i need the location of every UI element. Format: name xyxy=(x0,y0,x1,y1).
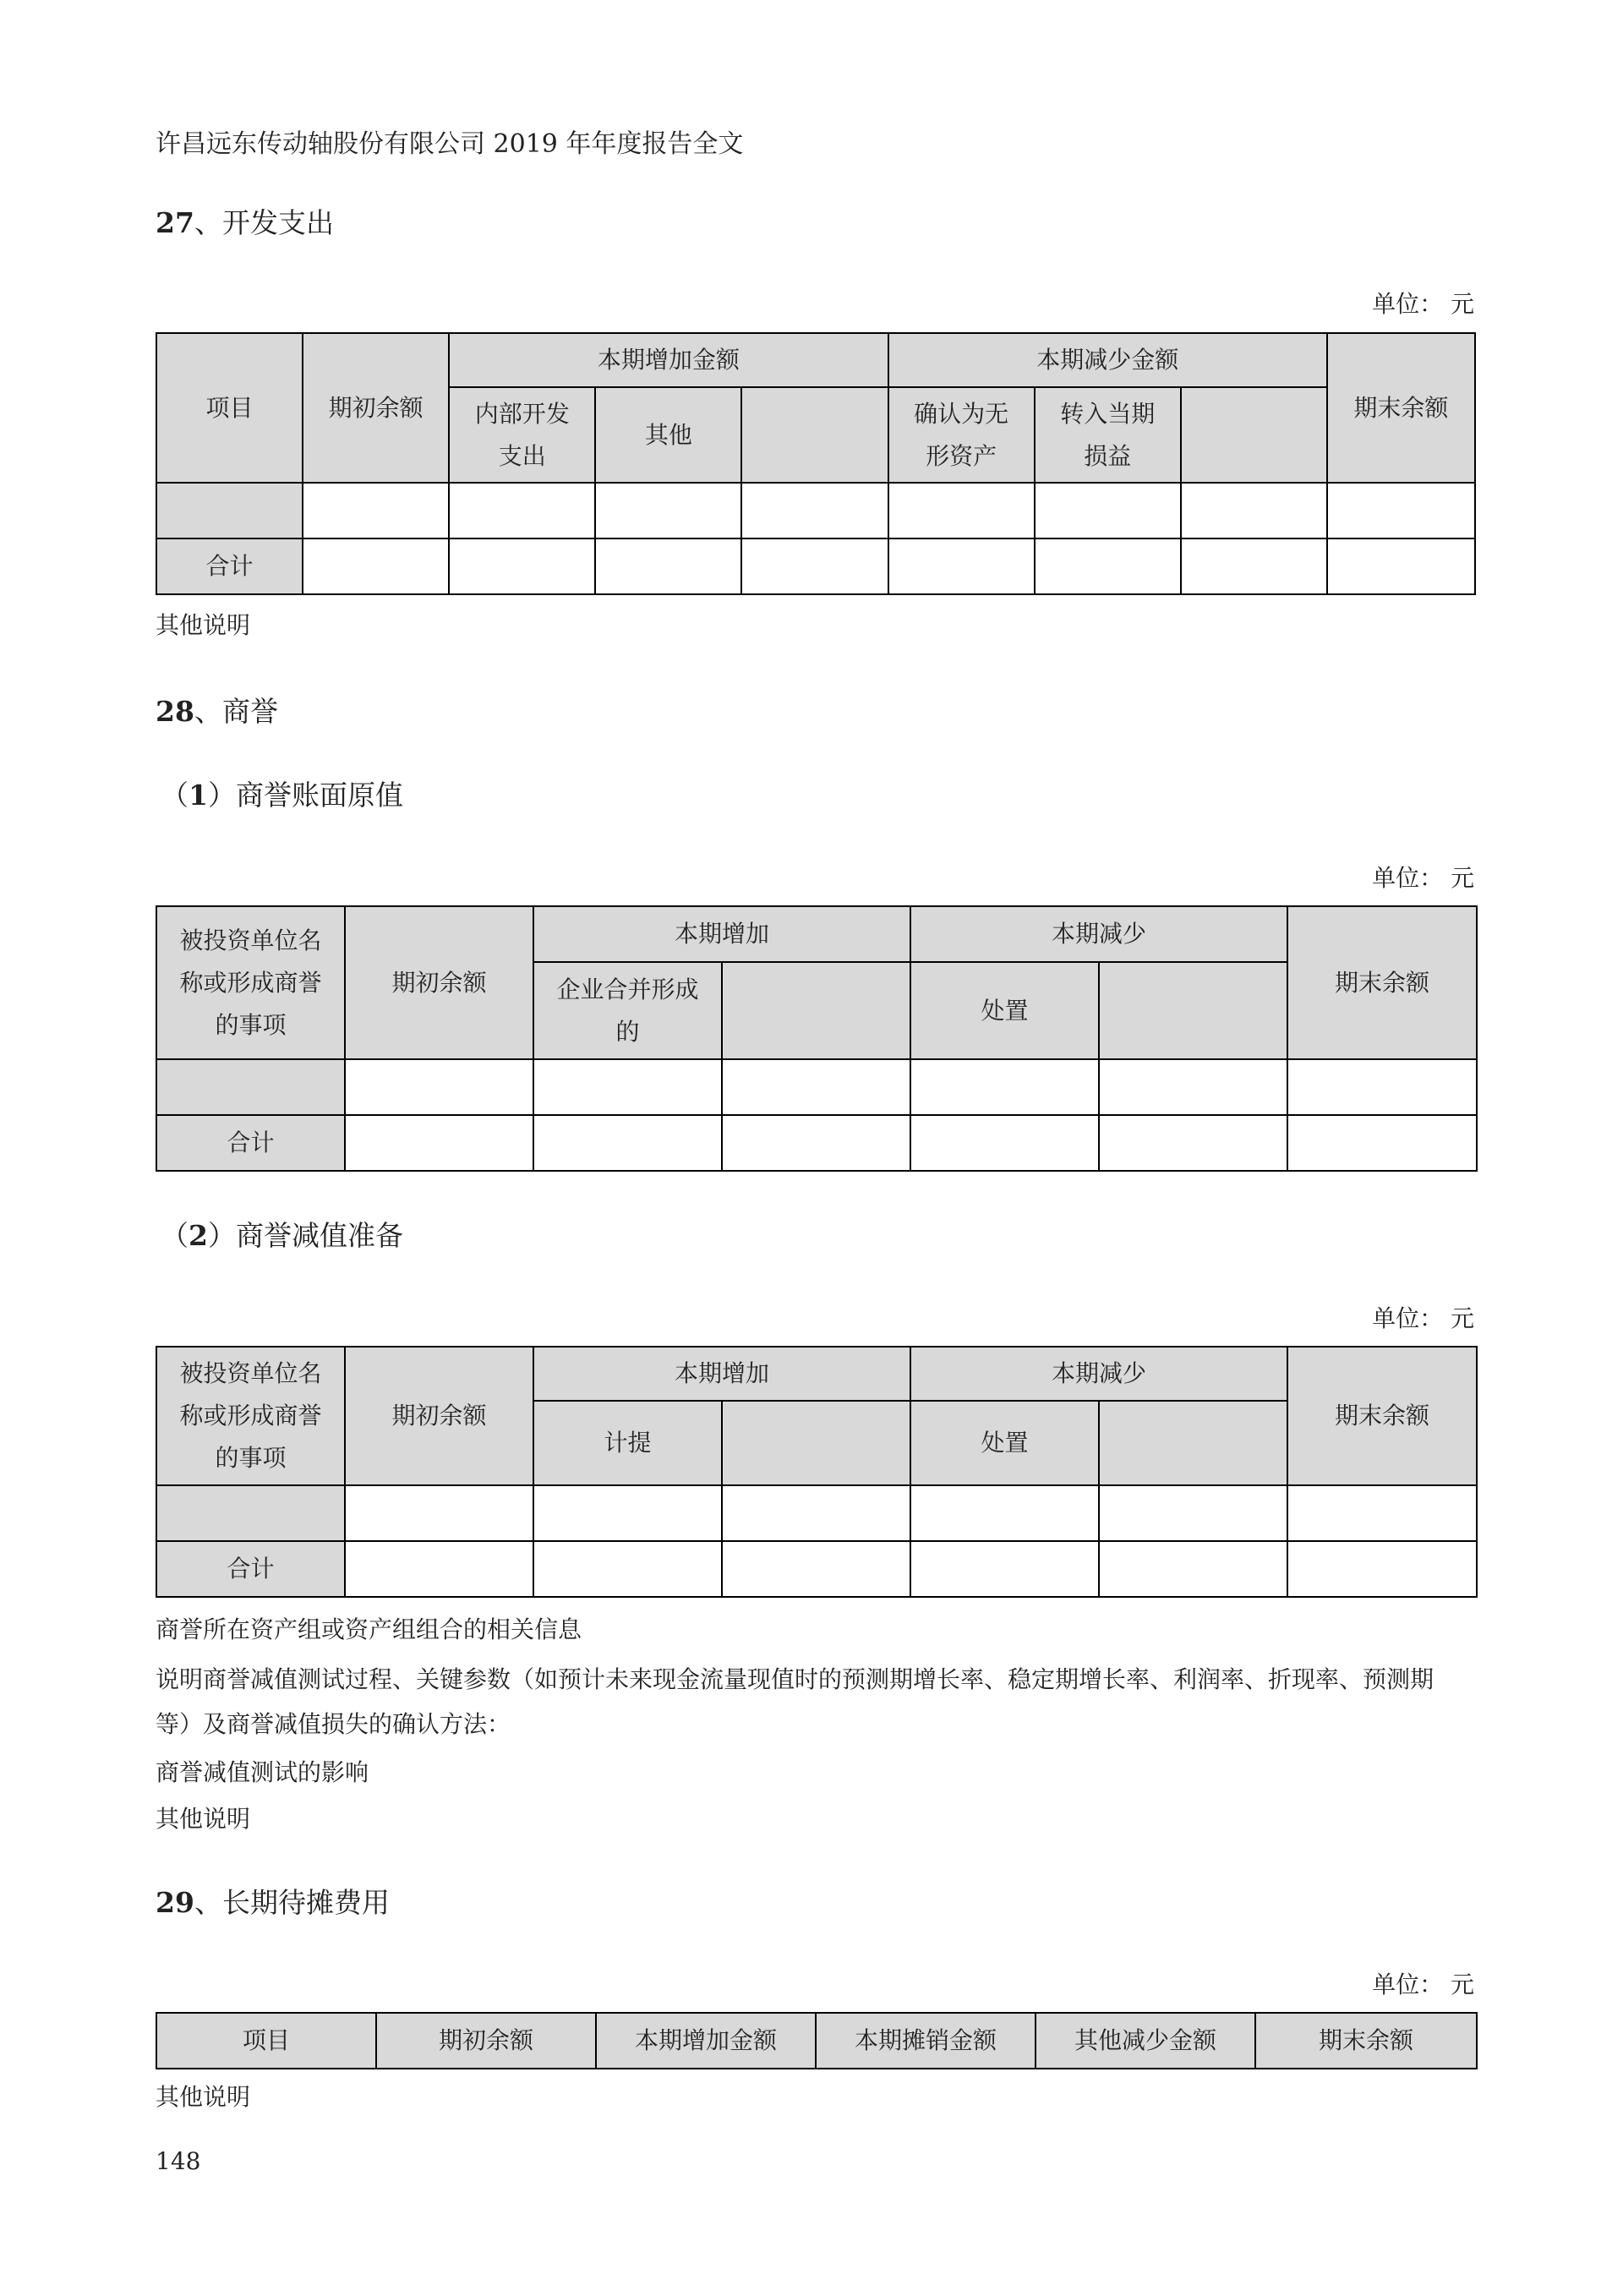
header-investee: 被投资单位名 称或形成商誉 的事项 xyxy=(156,906,345,1059)
header-opening-balance: 期初余额 xyxy=(376,2013,596,2069)
section-28-title: 、商誉 xyxy=(194,695,278,728)
header-opening-balance: 期初余额 xyxy=(303,333,449,483)
total-label: 合计 xyxy=(156,1541,345,1597)
header-current-decrease: 本期减少 xyxy=(910,906,1287,962)
document-header: 许昌远东传动轴股份有限公司 2019 年年度报告全文 xyxy=(156,129,744,159)
header-item: 项目 xyxy=(156,2013,376,2069)
header-closing-balance: 期末余额 xyxy=(1255,2013,1477,2069)
section-28-heading xyxy=(156,690,278,730)
table1-unit: 单位： 元 xyxy=(1372,864,1474,892)
section-29-number: 29 xyxy=(156,1886,194,1919)
header-disposal: 处置 xyxy=(910,1401,1099,1485)
header-current-increase: 本期增加金额 xyxy=(596,2013,816,2069)
total-row xyxy=(156,1115,1477,1171)
header-decrease-blank xyxy=(1099,962,1287,1059)
goodwill-impairment-heading: （2）商誉减值准备 xyxy=(161,1219,403,1252)
header-increase-blank xyxy=(722,962,910,1059)
section-27-note: 其他说明 xyxy=(156,611,251,639)
header-closing-balance: 期末余额 xyxy=(1287,1347,1477,1485)
table-row xyxy=(156,1059,1477,1115)
goodwill-original-value-table xyxy=(156,905,1478,1172)
goodwill-note-test-impact: 商誉减值测试的影响 xyxy=(156,1758,369,1786)
header-increase-blank xyxy=(722,1401,910,1485)
header-decrease-blank xyxy=(1181,387,1327,483)
section-27-unit: 单位： 元 xyxy=(1372,290,1474,318)
goodwill-note-asset-group: 商誉所在资产组或资产组组合的相关信息 xyxy=(156,1615,582,1643)
header-amortization: 本期摊销金额 xyxy=(816,2013,1036,2069)
total-row xyxy=(156,1541,1477,1597)
total-label: 合计 xyxy=(156,1115,345,1171)
header-other-decrease: 其他减少金额 xyxy=(1036,2013,1255,2069)
header-other: 其他 xyxy=(595,387,741,483)
long-term-prepaid-expenses-table xyxy=(156,2012,1478,2069)
section-29-note: 其他说明 xyxy=(156,2083,251,2111)
header-current-increase: 本期增加 xyxy=(533,1347,910,1401)
goodwill-note-test-process: 说明商誉减值测试过程、关键参数（如预计未来现金流量现值时的预测期增长率、稳定期增长率、利润率、折现率、预测期 xyxy=(156,1665,1434,1693)
section-29-title: 、长期待摊费用 xyxy=(194,1886,390,1919)
header-provision: 计提 xyxy=(533,1401,722,1485)
header-current-increase: 本期增加金额 xyxy=(449,333,888,387)
section-27-title: 、开发支出 xyxy=(194,206,334,239)
total-row xyxy=(156,538,1475,594)
header-transferred-pl: 转入当期 损益 xyxy=(1035,387,1181,483)
header-business-merger: 企业合并形成 的 xyxy=(533,962,722,1059)
header-disposal: 处置 xyxy=(910,962,1099,1059)
section-27-heading xyxy=(156,201,334,241)
development-expenditure-table xyxy=(156,332,1476,595)
total-label: 合计 xyxy=(156,538,303,594)
goodwill-note-test-process-cont: 等）及商誉减值损失的确认方法： xyxy=(156,1710,511,1738)
goodwill-original-value-heading: （1）商誉账面原值 xyxy=(161,779,403,812)
header-current-decrease: 本期减少 xyxy=(910,1347,1287,1401)
section-29-heading xyxy=(156,1881,390,1921)
section-28-number: 28 xyxy=(156,695,194,728)
header-opening-balance: 期初余额 xyxy=(345,906,533,1059)
page-number: 148 xyxy=(156,2147,201,2175)
goodwill-note-other: 其他说明 xyxy=(156,1805,251,1833)
header-current-increase: 本期增加 xyxy=(533,906,910,962)
section-29-unit: 单位： 元 xyxy=(1372,1971,1474,1998)
header-item: 项目 xyxy=(156,333,303,483)
section-27-number: 27 xyxy=(156,206,194,239)
header-recognized-intangible: 确认为无 形资产 xyxy=(888,387,1035,483)
table-row xyxy=(156,1485,1477,1541)
table-row xyxy=(156,483,1475,538)
table2-unit: 单位： 元 xyxy=(1372,1304,1474,1332)
header-current-decrease: 本期减少金额 xyxy=(888,333,1327,387)
header-opening-balance: 期初余额 xyxy=(345,1347,533,1485)
header-closing-balance: 期末余额 xyxy=(1287,906,1477,1059)
header-increase-blank xyxy=(741,387,888,483)
header-internal-development: 内部开发 支出 xyxy=(449,387,595,483)
header-closing-balance: 期末余额 xyxy=(1327,333,1475,483)
header-investee: 被投资单位名 称或形成商誉 的事项 xyxy=(156,1347,345,1485)
header-decrease-blank xyxy=(1099,1401,1287,1485)
goodwill-impairment-table xyxy=(156,1346,1478,1598)
